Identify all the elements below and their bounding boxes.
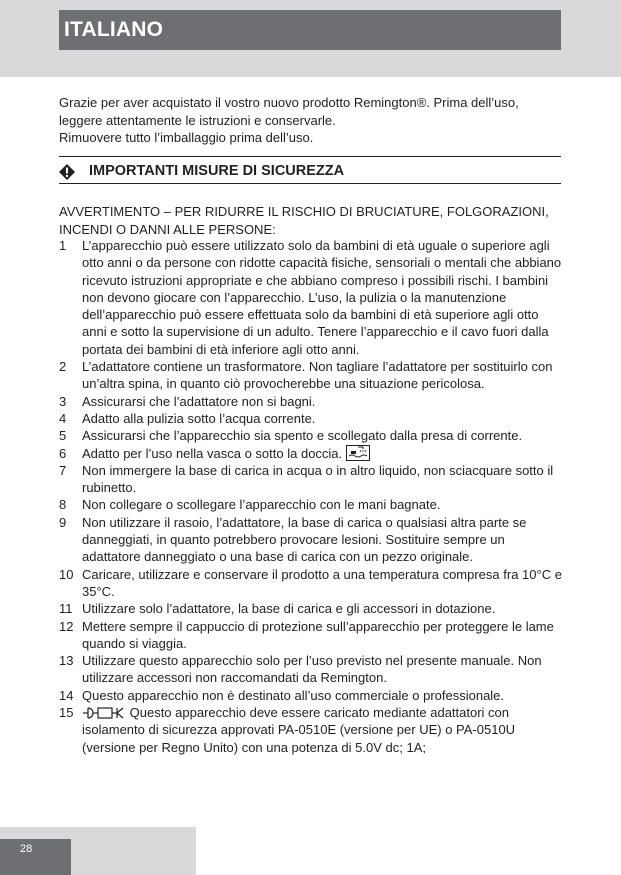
list-item (59, 566, 564, 601)
item-text: Non immergere la base di carica in acqua o in altro liquido, non sciacquare sotto il rubinetto. (82, 462, 554, 496)
safety-list (59, 237, 564, 756)
item-number: 15 (59, 705, 74, 721)
item-number: 14 (59, 687, 74, 703)
item-number: 7 (59, 462, 67, 478)
language-tab (59, 10, 561, 50)
list-item (59, 652, 564, 687)
item-number: 10 (59, 566, 74, 582)
list-item (59, 358, 564, 393)
item-number: 4 (59, 410, 67, 426)
list-item (59, 445, 564, 462)
intro-text (59, 94, 564, 147)
list-item (59, 618, 564, 653)
list-item (59, 237, 564, 358)
list-item (59, 462, 564, 497)
item-text: Assicurarsi che l’apparecchio sia spento e scollegato dalla presa di corrente. (82, 428, 523, 444)
item-text: Assicurarsi che l’adattatore non si bagni. (82, 393, 316, 409)
item-number: 1 (59, 238, 67, 253)
item-number: 11 (59, 601, 73, 617)
item-text: Mettere sempre il cappuccio di protezione sull’apparecchio per proteggere le lame quando si viaggia. (82, 618, 554, 651)
list-item (59, 393, 564, 410)
item-text: Questo apparecchio deve essere caricato mediante adattatori con isolamento di sicurezza approvati PA-0510E (versione per UE) o PA-0510U (versione per Regno Unito) con una potenza di 5.0V dc; 1A; (82, 705, 516, 755)
list-item (59, 514, 564, 566)
section-rule-top (59, 156, 561, 157)
list-item (59, 496, 564, 513)
item-number: 3 (59, 393, 67, 409)
warning-lead: AVVERTIMENTO – PER RIDURRE IL RISCHIO DI BRUCIATURE, FOLGORAZIONI, INCENDI O DANNI ALLE PERSONE: (59, 204, 549, 237)
item-text: Questo apparecchio non è destinato all’uso commerciale o professionale. (82, 687, 505, 703)
item-text: Adatto per l’uso nella vasca o sotto la doccia. (82, 445, 343, 461)
item-number: 13 (59, 653, 74, 669)
item-number: 12 (59, 618, 74, 634)
item-text: Caricare, utilizzare e conservare il prodotto a una temperatura compresa fra 10°C e 35°C. (82, 566, 562, 599)
language-label: ITALIANO (64, 18, 164, 41)
section-heading (59, 162, 561, 182)
item-number: 2 (59, 359, 67, 375)
item-text: Non utilizzare il rasoio, l’adattatore, la base di carica o qualsiasi altra parte se danneggiati, in quanto potrebbero provocare lesioni. Sostituire sempre un adattatore danneggiato o una base di carica con un pezzo originale. (82, 514, 527, 565)
intro-paragraph: Rimuovere tutto l’imballaggio prima dell’uso. (59, 130, 314, 145)
list-item (59, 410, 564, 427)
item-text: L’apparecchio può essere utilizzato solo da bambini di età uguale o superiore agli otto anni o da persone con ridotte capacità fisiche, sensoriali o mentali che abbiano ricevuto istruzioni appropriate e che abbiano compreso i possibili rischi. I bambini non devono giocare con l’apparecchio. L’uso, la pulizia o la manutenzione dell’apparecchio può essere effettuata solo da bambini di età superiore agli otto anni e sotto la supervisione di un adulto. Tenere l’apparecchio e il cavo fuori dalla portata dei bambini di età inferiore agli otto anni. (82, 238, 562, 357)
item-text: Utilizzare solo l’adattatore, la base di carica e gli accessori in dotazione. (82, 601, 496, 617)
shower-bath-icon (346, 445, 370, 461)
item-number: 5 (59, 428, 67, 444)
item-text: Non collegare o scollegare l’apparecchio con le mani bagnate. (82, 497, 441, 513)
intro-paragraph: Grazie per aver acquistato il vostro nuovo prodotto Remington®. Prima dell’uso, leggere attentamente le istruzioni e conservarle. (59, 95, 519, 128)
list-item (59, 704, 564, 756)
list-item (59, 687, 564, 704)
list-item (59, 427, 564, 444)
item-number: 6 (59, 445, 67, 461)
page-number: 28 (20, 843, 33, 855)
item-text: Adatto alla pulizia sotto l’acqua corrente. (82, 410, 316, 426)
section-rule-bottom (59, 183, 561, 184)
warning-icon (59, 164, 75, 180)
page-number-box (0, 839, 71, 875)
item-number: 9 (59, 514, 67, 530)
item-number: 8 (59, 497, 67, 513)
item-text: L’adattatore contiene un trasformatore. Non tagliare l’adattatore per sostituirlo con un’altra spina, in quanto ciò provocherebbe una situazione pericolosa. (82, 359, 553, 392)
list-item (59, 600, 564, 617)
item-text: Utilizzare questo apparecchio solo per l’uso previsto nel presente manuale. Non utilizzare accessori non raccomandati da Remington. (82, 653, 542, 686)
section-title: IMPORTANTI MISURE DI SICUREZZA (89, 163, 345, 179)
safety-isolating-transformer-icon (82, 706, 126, 720)
